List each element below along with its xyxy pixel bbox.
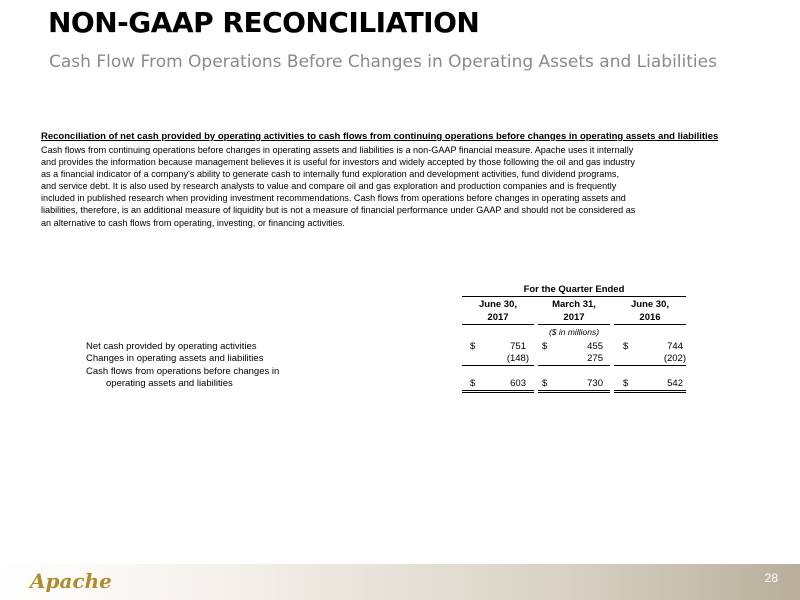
table-cell: 730 [587,378,603,389]
description-line: and service debt. It is also used by research analysts to value and compare oil and gas exploration and production companies and is frequently [41,181,617,192]
page-title: NON-GAAP RECONCILIATION [48,6,480,39]
description-line: and provides the information because management believes it is useful for investors and widely accepted by those following the oil and gas industry [41,157,635,168]
description-paragraph [41,144,761,229]
description-line: included in published research when providing investment recommendations. Cash flows from operations before changes in operating assets and [41,193,626,204]
description-line: as a financial indicator of a company's ability to generate cash to internally fund exploration and development activities, fund dividend programs, [41,169,620,180]
column-header-1-line1: June 30, [478,299,518,310]
subtotal-rule [462,365,534,366]
currency-symbol: $ [542,341,548,352]
currency-symbol: $ [470,341,476,352]
subtotal-rule [538,365,610,366]
table-cell: (148) [506,353,529,364]
table-group-header: For the Quarter Ended [523,284,625,295]
row-label: Cash flows from operations before changes in [86,366,280,377]
row-label: Net cash provided by operating activities [86,341,257,352]
total-rule [614,390,686,391]
section-heading: Reconciliation of net cash provided by operating activities to cash flows from continuing operations before changes in operating assets and liabilities [41,131,719,142]
row-label-continuation: operating assets and liabilities [106,378,233,389]
table-cell: 751 [510,341,526,352]
units-note: ($ in millions) [548,327,600,337]
currency-symbol: $ [623,341,629,352]
page-subtitle: Cash Flow From Operations Before Changes in Operating Assets and Liabilities [49,52,717,72]
column-header-1-line2: 2017 [487,312,509,323]
total-rule [538,392,610,393]
page-number: 28 [764,571,778,585]
table-cell: (202) [663,353,686,364]
apache-logo: Apache [30,569,112,593]
currency-symbol: $ [470,378,476,389]
total-rule [462,390,534,391]
currency-symbol: $ [623,378,629,389]
table-cell: 455 [587,341,603,352]
table-cell: 275 [587,353,603,364]
row-label: Changes in operating assets and liabilities [86,353,264,364]
table-cell: 603 [510,378,526,389]
column-header-2-line1: March 31, [552,299,596,310]
footer-bar [0,564,800,600]
table-cell: 744 [667,341,683,352]
table-cell: 542 [667,378,683,389]
total-rule [614,392,686,393]
column-header-3-line2: 2016 [639,312,661,323]
currency-symbol: $ [542,378,548,389]
column-header-3-line1: June 30, [630,299,670,310]
column-header-2-line2: 2017 [563,312,585,323]
header-rule [462,296,686,297]
description-line: liabilities, therefore, is an additional measure of liquidity but is not a measure of financial performance under GAAP and should not be considered as [41,205,636,216]
subtotal-rule [614,365,686,366]
column-rule [462,324,534,325]
total-rule [538,390,610,391]
description-line: Cash flows from continuing operations before changes in operating assets and liabilities is a non-GAAP financial measure. Apache uses it internally [41,145,634,155]
description-line: an alternative to cash flows from operating, investing, or financing activities. [41,217,345,228]
column-rule [614,324,686,325]
column-rule [538,324,610,325]
total-rule [462,392,534,393]
